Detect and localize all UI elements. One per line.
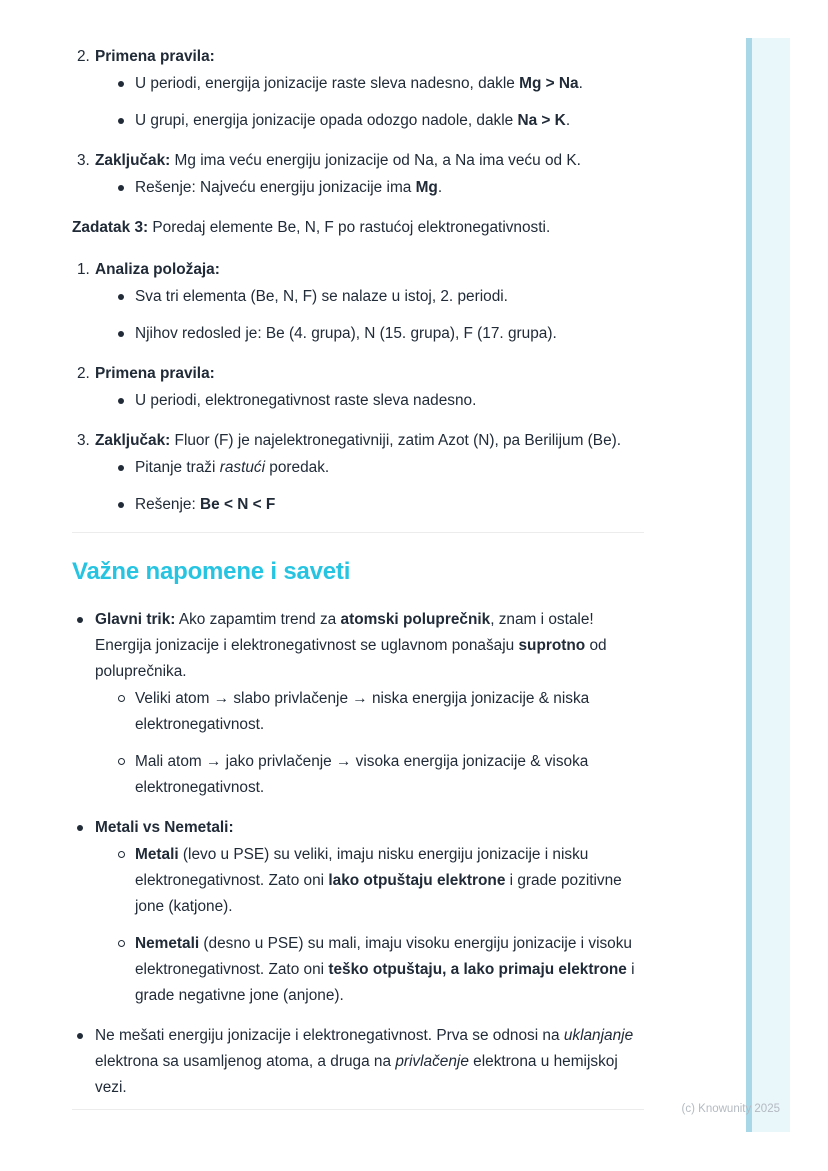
step-title: Analiza položaja: [95, 261, 220, 278]
bullet-list [95, 71, 644, 134]
notes-list [72, 607, 644, 1101]
bullet-list [95, 175, 644, 201]
sub-bullet-list [95, 686, 644, 801]
bottom-divider [72, 1109, 644, 1110]
task-intro: Zadatak 3: Poredaj elemente Be, N, F po rastućoj elektronegativnosti. [72, 219, 551, 236]
list-item: U periodi, energija jonizacije raste sleva nadesno, dakle Mg > Na. [95, 71, 644, 97]
list-number: 3. [77, 152, 90, 169]
bullet-list [95, 455, 644, 518]
list-item: U periodi, elektronegativnost raste sleva nadesno. [95, 388, 644, 414]
note-item [72, 815, 644, 1009]
list-item: Rešenje: Najveću energiju jonizacije ima Mg. [95, 175, 644, 201]
step-title: Primena pravila: [95, 48, 215, 65]
list-item [72, 148, 644, 201]
task3-steps-list [72, 257, 644, 518]
list-item: Nemetali (desno u PSE) su mali, imaju visoku energiju jonizacije i visoku elektronegativnost. Zato oni teško otpuštaju, a lako primaju elektrone i grade negativne jone (anjone). [95, 931, 644, 1009]
step-title: Zaključak: Mg ima veću energiju jonizacije od Na, a Na ima veću od K. [95, 152, 581, 169]
right-accent-bar [746, 38, 790, 1132]
list-item: Pitanje traži rastući poredak. [95, 455, 644, 481]
list-number: 3. [77, 432, 90, 449]
step-title: Primena pravila: [95, 365, 215, 382]
list-item: Metali (levo u PSE) su veliki, imaju nisku energiju jonizacije i nisku elektronegativnost. Zato oni lako otpuštaju elektrone i grade pozitivne jone (katjone). [95, 842, 644, 920]
list-item: Njihov redosled je: Be (4. grupa), N (15. grupa), F (17. grupa). [95, 321, 644, 347]
note-text: Metali vs Nemetali: [95, 819, 234, 836]
note-text: Ne mešati energiju jonizacije i elektronegativnost. Prva se odnosi na uklanjanje elektrona sa usamljenog atoma, a druga na privlačenje elektrona u hemijskoj vezi. [95, 1027, 634, 1096]
list-number: 2. [77, 365, 90, 382]
content-column [72, 44, 644, 1110]
list-item [72, 428, 644, 518]
step-title: Zaključak: Fluor (F) je najelektronegativniji, zatim Azot (N), pa Berilijum (Be). [95, 432, 622, 449]
section-heading: Važne napomene i saveti [72, 558, 351, 585]
list-item: Mali atom → jako privlačenje → visoka energija jonizacije & visoka elektronegativnost. [95, 749, 644, 801]
note-item [72, 607, 644, 801]
list-item: Sva tri elementa (Be, N, F) se nalaze u istoj, 2. periodi. [95, 284, 644, 310]
list-item [72, 257, 644, 347]
list-item [72, 44, 644, 134]
list-number: 2. [77, 48, 90, 65]
task2-steps-list [72, 44, 644, 201]
note-text: Glavni trik: Ako zapamtim trend za atomski poluprečnik, znam i ostale! Energija jonizacije i elektronegativnost se uglavnom ponašaju suprotno od poluprečnika. [95, 611, 607, 680]
note-item [72, 1023, 644, 1101]
list-number: 1. [77, 261, 90, 278]
list-item: U grupi, energija jonizacije opada odozgo nadole, dakle Na > K. [95, 108, 644, 134]
bullet-list [95, 388, 644, 414]
bullet-list [95, 284, 644, 347]
list-item: Rešenje: Be < N < F [95, 492, 644, 518]
list-item [72, 361, 644, 414]
footer-credit: (c) Knowunity 2025 [681, 1103, 780, 1115]
accent-bar-line [746, 38, 752, 1132]
section-divider [72, 532, 644, 533]
sub-bullet-list [95, 842, 644, 1009]
list-item: Veliki atom → slabo privlačenje → niska energija jonizacije & niska elektronegativnost. [95, 686, 644, 738]
